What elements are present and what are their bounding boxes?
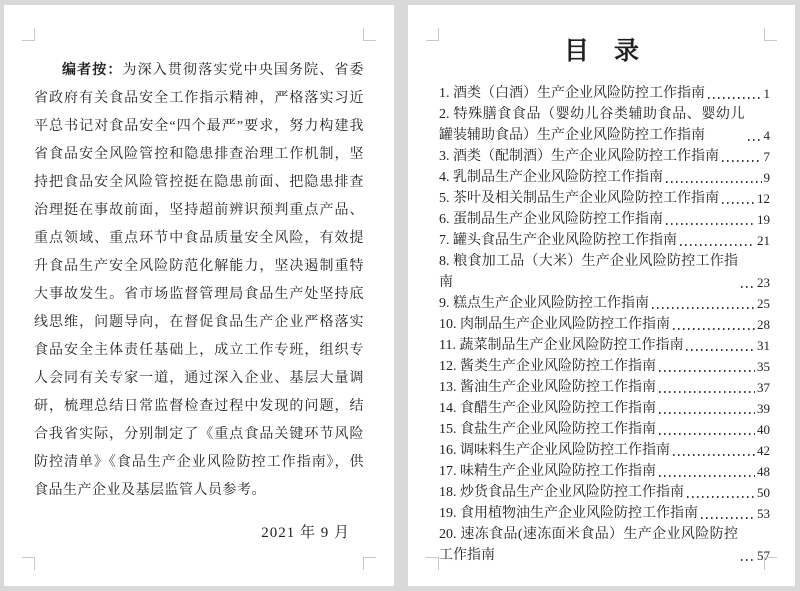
toc-entry-title: 2. 特殊膳食食品（婴幼儿谷类辅助食品、婴幼儿罐装辅助食品）生产企业风险防控工作指南 [439, 107, 745, 143]
toc-entry-title: 10. 肉制品生产企业风险防控工作指南 [439, 317, 670, 332]
toc-page[interactable] [408, 5, 795, 586]
toc-page-number: 21 [757, 233, 770, 248]
toc-page-number: 23 [757, 275, 770, 290]
toc-entry-title: 6. 蛋制品生产企业风险防控工作指南 [439, 212, 663, 227]
toc-dot-leader [748, 139, 762, 141]
toc-entry-title: 11. 蔬菜制品生产企业风险防控工作指南 [439, 338, 684, 353]
toc-entry-title: 15. 食盐生产企业风险防控工作指南 [439, 422, 656, 437]
crop-mark-top-right [363, 28, 376, 41]
toc-page-number: 40 [757, 422, 770, 437]
toc-entry[interactable] [439, 209, 770, 230]
toc-dot-leader [659, 370, 755, 372]
toc-entry-title: 4. 乳制品生产企业风险防控工作指南 [439, 170, 663, 185]
toc-page-number: 25 [757, 296, 770, 311]
toc-dot-leader [701, 517, 755, 519]
toc-page-number: 12 [757, 191, 770, 206]
toc-entry-title: 1. 酒类（白酒）生产企业风险防控工作指南 [439, 86, 705, 101]
toc-page-number: 53 [757, 506, 770, 521]
toc-entry[interactable] [439, 146, 770, 167]
toc-dot-leader [673, 328, 755, 330]
toc-dot-leader [687, 496, 755, 498]
toc-dot-leader [722, 160, 762, 162]
toc-entry[interactable] [439, 356, 770, 377]
toc-entry[interactable] [439, 419, 770, 440]
toc-entry[interactable] [439, 230, 770, 251]
toc-entry-title: 7. 罐头食品生产企业风险防控工作指南 [439, 233, 677, 248]
crop-mark-bottom-right [363, 557, 376, 570]
toc-entry-title: 14. 食醋生产企业风险防控工作指南 [439, 401, 656, 416]
toc-entry[interactable] [439, 167, 770, 188]
toc-entry-title: 16. 调味料生产企业风险防控工作指南 [439, 443, 670, 458]
toc-entry-title: 17. 味精生产企业风险防控工作指南 [439, 464, 656, 479]
toc-entry[interactable] [439, 524, 770, 566]
toc-page-number: 35 [757, 359, 770, 374]
toc-dot-leader [659, 475, 755, 477]
editor-note-body: 为深入贯彻落实党中央国务院、省委省政府有关食品安全工作指示精神，严格落实习近平总书记对食品安全“四个最严”要求，努力构建我省食品安全风险管控和隐患排查治理工作机制，坚持把食品安全风险管控挺在隐患前面、把隐患排查治理挺在事故前面，坚持超前辨识预判重点产品、重点领域、重点环节中食品质量安全风险，有效提升食品生产安全风险防范化解能力，坚决遏制重特大事故发生。省市场监督管理局食品生产处坚持底线思维，问题导向，在督促食品生产企业严格落实食品安全主体责任基础上，成立工作专班，组织专人会同有关专家一道，通过深入企业、基层大量调研，梳理总结日常监督检查过程中发现的问题，结合我省实际，分别制定了《重点食品关键环节风险防控清单》《食品生产企业风险防控工作指南》，供食品生产企业及基层监管人员参考。 [34, 63, 365, 498]
toc-entry-title: 19. 食用植物油生产企业风险防控工作指南 [439, 506, 698, 521]
toc-entry-title: 20. 速冻食品(速冻面米食品）生产企业风险防控工作指南 [439, 527, 738, 563]
toc-entry-title: 3. 酒类（配制酒）生产企业风险防控工作指南 [439, 149, 719, 164]
toc-list [439, 83, 770, 566]
toc-entry[interactable] [439, 83, 770, 104]
toc-entry[interactable] [439, 188, 770, 209]
toc-entry-title: 12. 酱类生产企业风险防控工作指南 [439, 359, 656, 374]
toc-page-number: 48 [757, 464, 770, 479]
editor-note-date: 2021 年 9 月 [261, 525, 350, 541]
toc-dot-leader [686, 349, 755, 351]
toc-dot-leader [673, 454, 755, 456]
toc-entry[interactable] [439, 293, 770, 314]
toc-dot-leader [741, 559, 755, 561]
toc-page-number: 4 [763, 128, 770, 143]
crop-mark-bottom-left [426, 557, 439, 570]
toc-dot-leader [659, 412, 755, 414]
toc-entry[interactable] [439, 482, 770, 503]
toc-entry[interactable] [439, 440, 770, 461]
toc-dot-leader [652, 307, 755, 309]
toc-title: 目 录 [563, 38, 639, 65]
toc-entry[interactable] [439, 335, 770, 356]
toc-dot-leader [722, 202, 755, 204]
toc-entry[interactable] [439, 461, 770, 482]
crop-mark-bottom-left [22, 557, 35, 570]
toc-page-number: 9 [763, 170, 770, 185]
toc-dot-leader [659, 433, 755, 435]
toc-entry[interactable] [439, 377, 770, 398]
toc-dot-leader [666, 223, 755, 225]
toc-entry-title: 5. 茶叶及相关制品生产企业风险防控工作指南 [439, 191, 719, 206]
toc-page-number: 28 [757, 317, 770, 332]
toc-entry[interactable] [439, 503, 770, 524]
toc-page-number: 1 [763, 86, 770, 101]
crop-mark-top-left [22, 28, 35, 41]
toc-page-number: 19 [757, 212, 770, 227]
toc-page-number: 42 [757, 443, 770, 458]
toc-dot-leader [666, 181, 762, 183]
toc-entry[interactable] [439, 251, 770, 293]
toc-page-number: 39 [757, 401, 770, 416]
toc-entry-title: 8. 粮食加工品（大米）生产企业风险防控工作指南 [439, 254, 738, 290]
toc-dot-leader [708, 97, 762, 99]
toc-page-number: 37 [757, 380, 770, 395]
toc-entry[interactable] [439, 398, 770, 419]
toc-dot-leader [680, 244, 755, 246]
toc-page-number: 50 [757, 485, 770, 500]
toc-entry[interactable] [439, 314, 770, 335]
toc-entry[interactable] [439, 104, 770, 146]
editor-note-paragraph[interactable] [34, 57, 364, 505]
toc-page-number: 7 [763, 149, 770, 164]
toc-dot-leader [741, 286, 755, 288]
toc-entry-title: 18. 炒货食品生产企业风险防控工作指南 [439, 485, 684, 500]
editor-note-label: 编者按： [62, 63, 123, 78]
toc-page-number: 57 [757, 548, 770, 563]
editor-note-page[interactable] [4, 5, 394, 586]
toc-entry-title: 9. 糕点生产企业风险防控工作指南 [439, 296, 649, 311]
toc-page-number: 31 [757, 338, 770, 353]
toc-entry-title: 13. 酱油生产企业风险防控工作指南 [439, 380, 656, 395]
toc-dot-leader [659, 391, 755, 393]
